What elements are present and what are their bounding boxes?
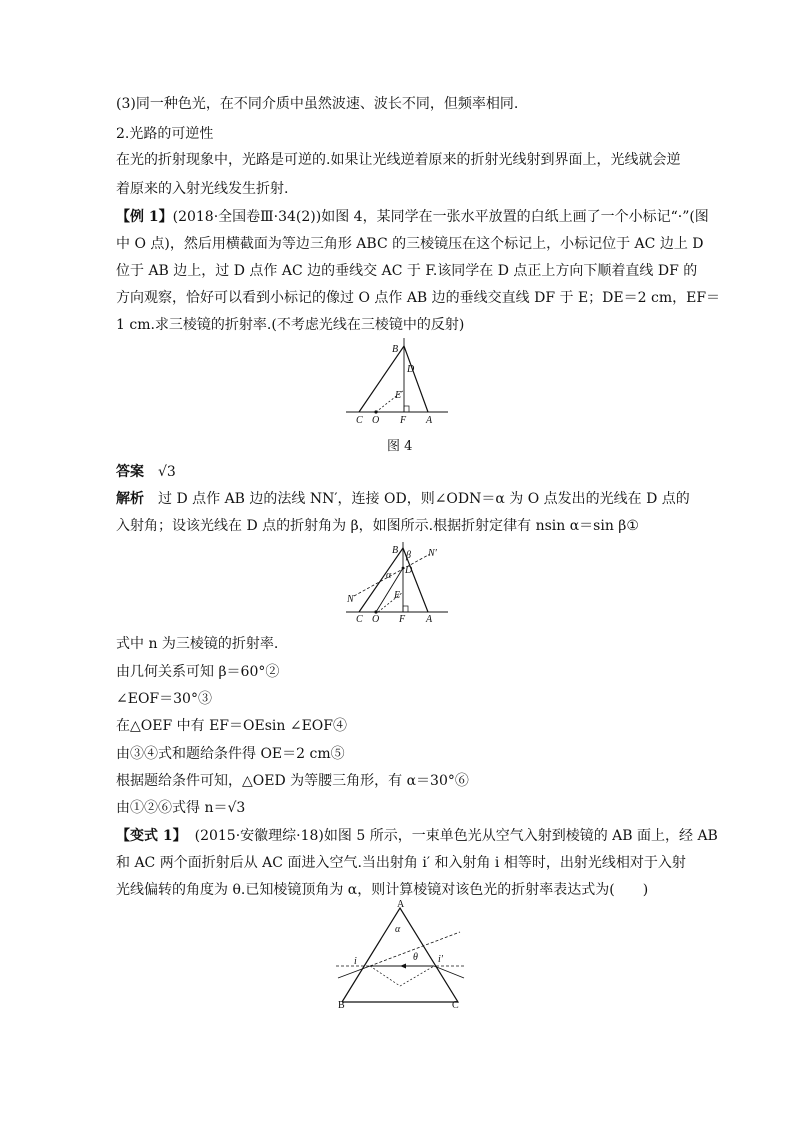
variant1-line3: 光线偏转的角度为 θ.已知棱镜顶角为 α，则计算棱镜对该色光的折射率表达式为( ) <box>116 882 649 898</box>
answer-value: √3 <box>158 464 176 480</box>
answer-line <box>116 462 176 482</box>
fig5-label-theta: θ <box>413 952 418 963</box>
figure-4-caption: 图 4 <box>387 439 413 454</box>
fig4-point-o <box>374 410 377 413</box>
fig4-right-angle <box>404 406 409 412</box>
paragraph-reversibility-1: 在光的折射现象中，光路是可逆的.如果让光线逆着原来的折射光线射到界面上，光线就会逆 <box>116 152 681 168</box>
analysis-label: 解析 <box>116 491 144 507</box>
step-2: 由几何关系可知 β＝60°② <box>116 664 280 680</box>
fig5-label-a: A <box>397 900 405 910</box>
step-7: 由①②⑥式得 n＝√3 <box>116 800 246 816</box>
answer-label: 答案 <box>116 464 144 480</box>
step-6: 根据题给条件可知，△OED 为等腰三角形，有 α＝30°⑥ <box>116 773 469 789</box>
analysis-line1 <box>116 489 690 509</box>
step-4: 在△OEF 中有 EF＝OEsin ∠EOF④ <box>116 718 347 734</box>
fig5-label-c: C <box>452 1000 459 1010</box>
variant1-tag: 【变式 1】 <box>116 828 187 844</box>
sol-triangle <box>359 548 428 612</box>
variant1-line2: 和 AC 两个面折射后从 AC 面进入空气.当出射角 i′ 和入射角 i 相等时，出射光线相对于入射 <box>116 855 686 871</box>
sol-label-a: A <box>426 614 433 625</box>
sol-label-n-prime: N′ <box>428 548 437 559</box>
fig4-label-b: B <box>392 344 399 355</box>
example1-line5: 1 cm.求三棱镜的折射率.(不考虑光线在三棱镜中的反射) <box>116 317 465 333</box>
sol-label-d: D <box>405 565 413 576</box>
step-5: 由③④式和题给条件得 OE＝2 cm⑤ <box>116 746 345 762</box>
sol-label-o: O <box>372 614 380 625</box>
sol-label-n: N <box>347 594 354 605</box>
analysis-text-1: 过 D 点作 AB 边的法线 NN′，连接 OD，则∠ODN＝α 为 O 点发出的光线在 D 点的 <box>158 491 690 507</box>
variant1-text-1: (2015·安徽理综·18)如图 5 所示，一束单色光从空气入射到棱镜的 AB 面上，经 AB <box>194 828 718 844</box>
fig4-label-c: C <box>356 415 363 426</box>
figure-5-prism-diagram <box>334 900 466 1010</box>
sol-label-b: B <box>392 545 399 556</box>
sol-normal-nn <box>354 554 430 596</box>
fig5-construction-lines <box>370 966 434 986</box>
sol-label-beta: β <box>406 550 411 561</box>
fig4-label-f: F <box>400 415 407 426</box>
fig5-label-i-prime: i′ <box>438 954 443 965</box>
example1-line3: 位于 AB 边上，过 D 点作 AC 边的垂线交 AC 于 F.该同学在 D 点正上方向下顺着直线 DF 的 <box>116 263 698 279</box>
fig5-label-alpha: α <box>395 924 401 935</box>
fig5-label-i: i <box>354 956 357 967</box>
fig5-incident-ray <box>338 966 370 978</box>
sol-right-angle <box>403 606 408 612</box>
sol-label-f: F <box>399 614 406 625</box>
sol-label-e: E <box>394 590 401 601</box>
step-1: 式中 n 为三棱镜的折射率. <box>116 636 279 652</box>
example1-tag: 【例 1】 <box>116 209 173 225</box>
example1-line4: 方向观察，恰好可以看到小标记的像过 O 点作 AB 边的垂线交直线 DF 于 E；DE＝2 cm，EF＝ <box>116 290 721 306</box>
sol-point-d <box>402 567 405 570</box>
fig4-label-d: D <box>407 364 415 375</box>
analysis-line2: 入射角；设该光线在 D 点的折射角为 β，如图所示.根据折射定律有 nsin α＝sin β① <box>116 518 639 534</box>
figure-solution-diagram <box>344 542 454 626</box>
fig5-arrow <box>400 964 406 969</box>
sol-label-c: C <box>356 614 363 625</box>
fig5-label-b: B <box>338 1000 345 1010</box>
variant1-line1 <box>116 826 718 846</box>
paragraph-reversibility-2: 着原来的入射光线发生折射. <box>116 181 289 197</box>
step-3: ∠EOF＝30°③ <box>116 691 212 707</box>
fig4-triangle <box>359 346 428 412</box>
figure-4-prism-diagram <box>344 338 454 428</box>
fig4-label-o: O <box>372 415 380 426</box>
paragraph-same-frequency: (3)同一种色光，在不同介质中虽然波速、波长不同，但频率相同. <box>116 96 519 112</box>
example1-line1 <box>116 207 709 227</box>
fig4-label-a: A <box>426 415 433 426</box>
example1-text-1: (2018·全国卷Ⅲ·34(2))如图 4，某同学在一张水平放置的白纸上画了一个小标记“·”(图 <box>172 209 709 225</box>
example1-line2: 中 O 点)，然后用横截面为等边三角形 ABC 的三棱镜压在这个标记上，小标记位于 AC 边上 D <box>116 236 704 252</box>
fig4-label-e: E <box>395 390 402 401</box>
section-heading-reversibility: 2.光路的可逆性 <box>116 126 214 142</box>
sol-label-alpha: α <box>386 570 392 581</box>
fig5-emergent-ray <box>434 966 464 978</box>
